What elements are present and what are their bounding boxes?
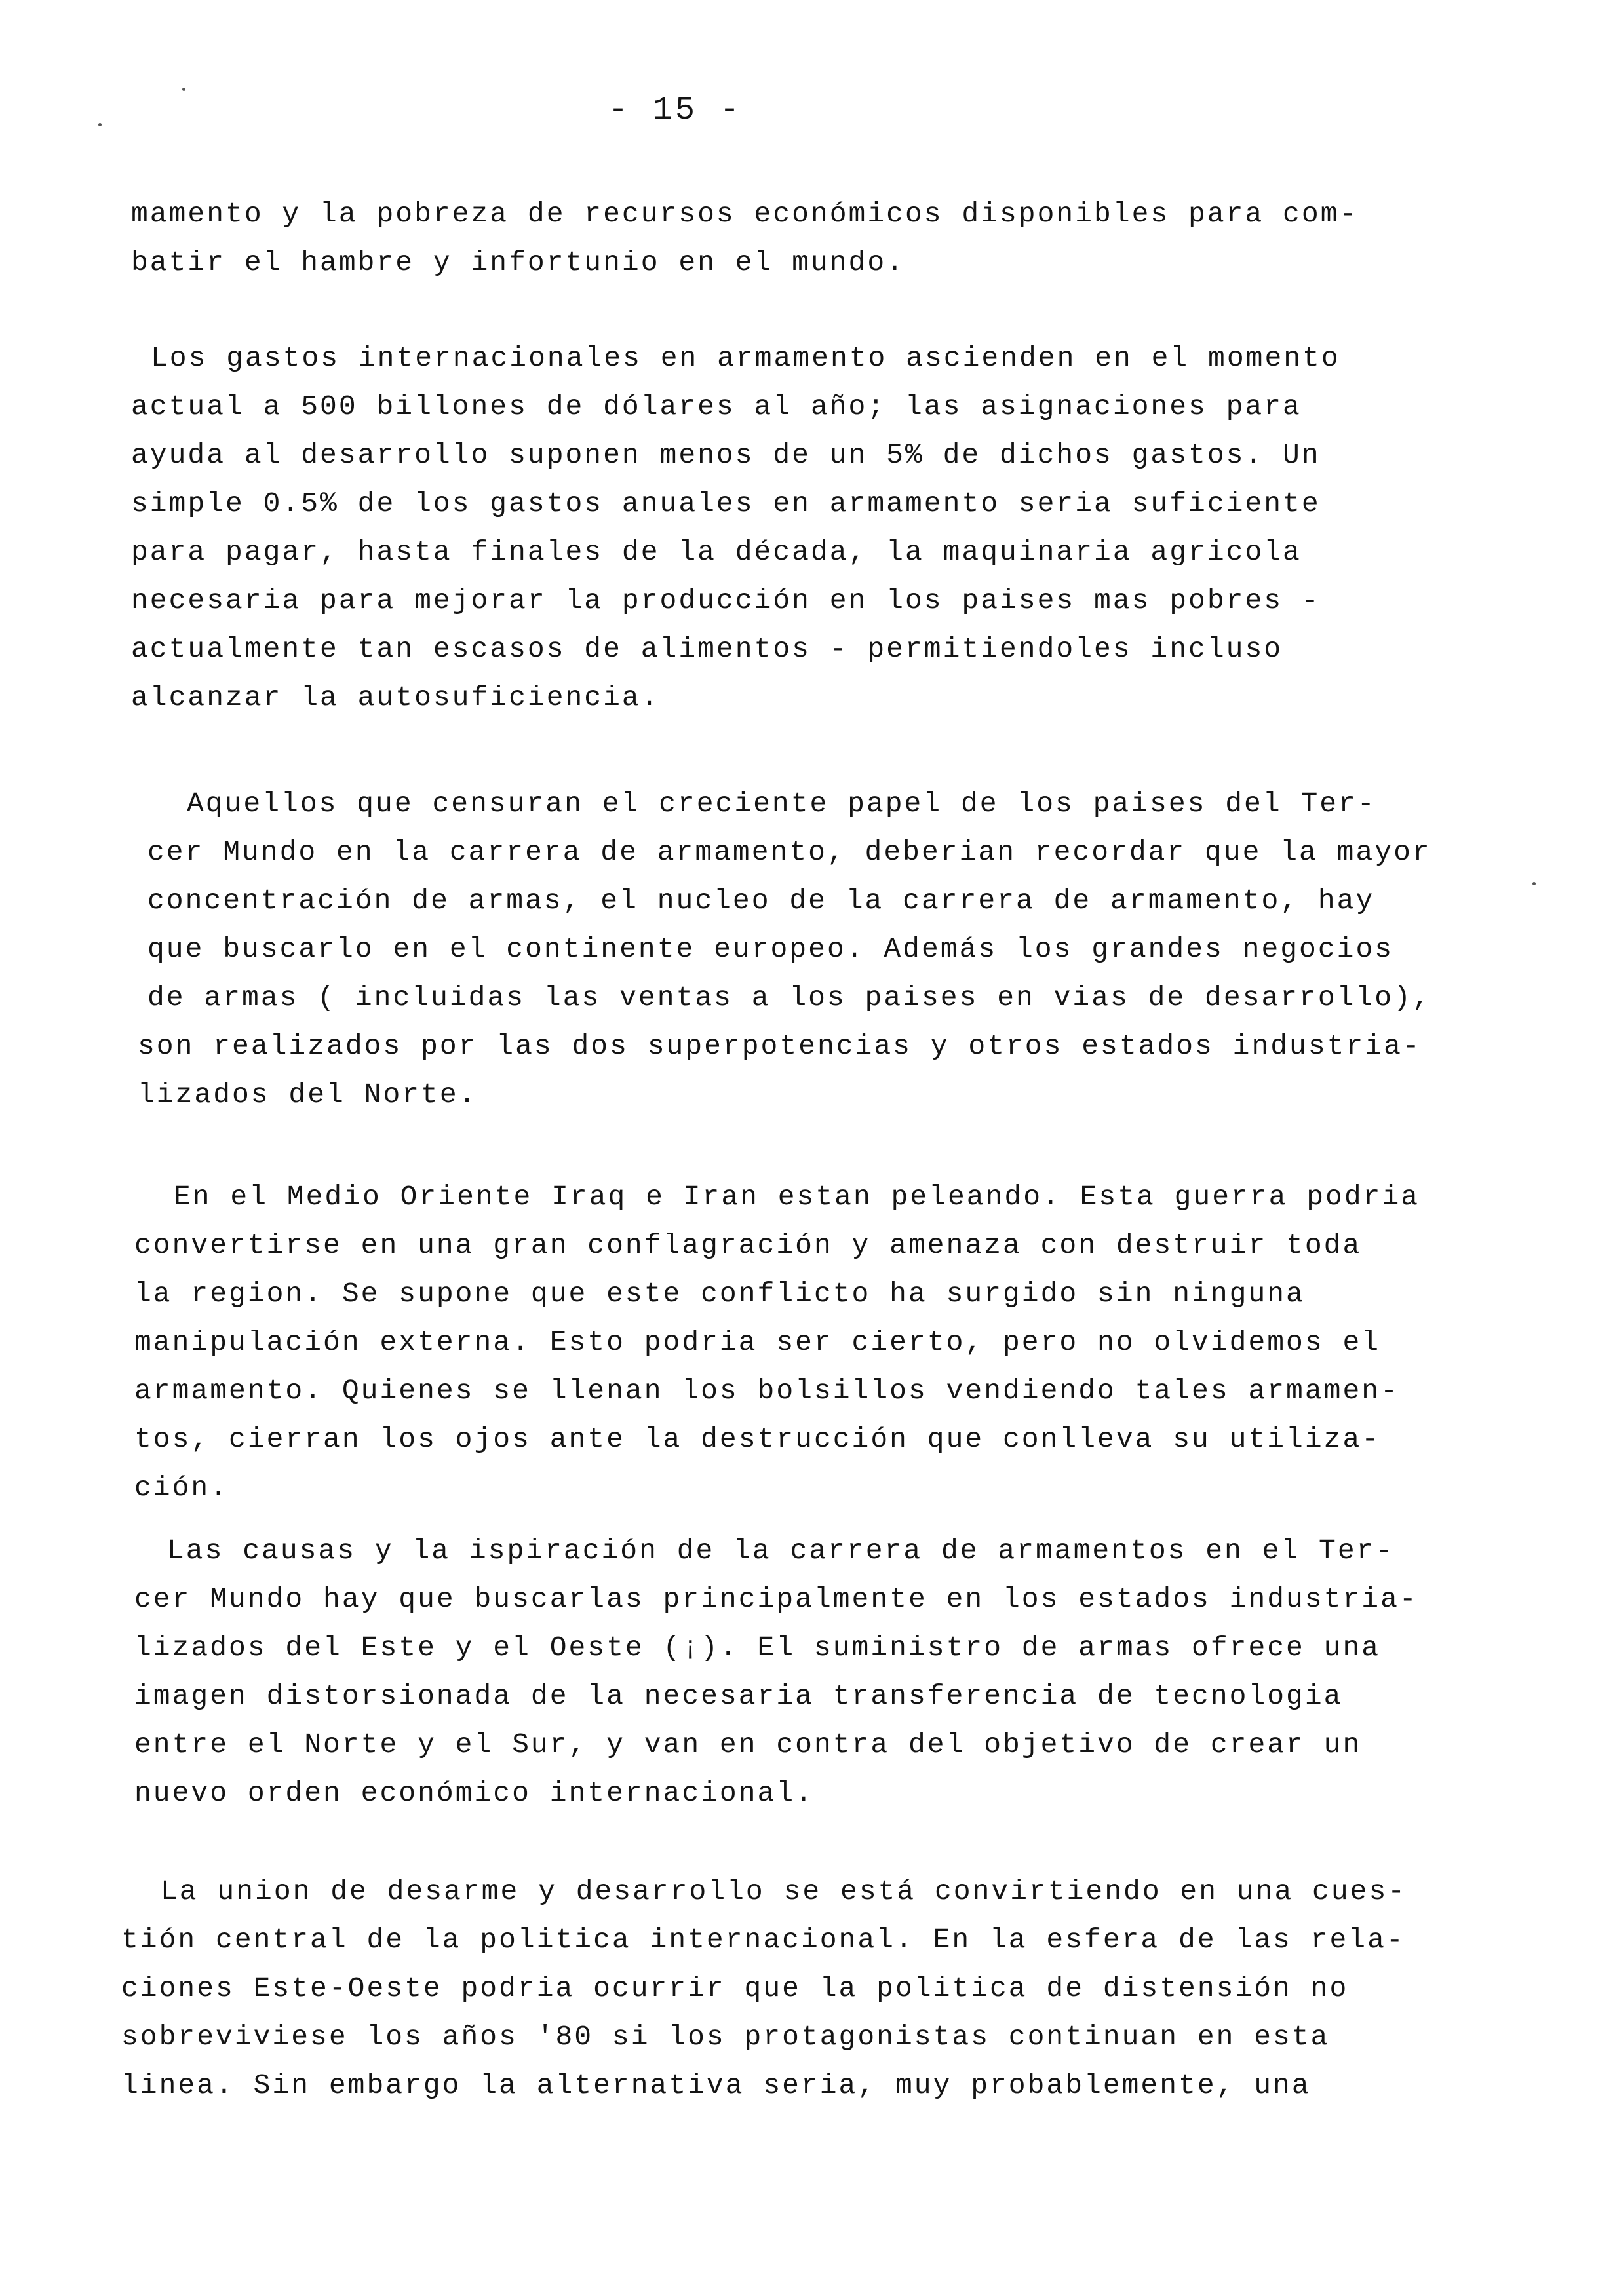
- scan-speck: [182, 88, 185, 91]
- text-line: de armas ( incluidas las ventas a los paises en vias de desarrollo),: [147, 982, 1431, 1014]
- text-line: cer Mundo hay que buscarlas principalmente en los estados industria-: [134, 1583, 1418, 1615]
- text-line: lizados del Norte.: [138, 1079, 478, 1111]
- text-line: necesaria para mejorar la producción en los paises mas pobres -: [131, 584, 1321, 617]
- text-line: imagen distorsionada de la necesaria transferencia de tecnologia: [134, 1680, 1343, 1712]
- paragraph-4: [134, 1173, 1504, 1512]
- paragraph-1: [131, 190, 1501, 287]
- text-line: actual a 500 billones de dólares al año; las asignaciones para: [131, 391, 1302, 423]
- text-line: la region. Se supone que este conflicto ha surgido sin ninguna: [134, 1278, 1305, 1310]
- text-line: mamento y la pobreza de recursos económicos disponibles para com-: [131, 198, 1359, 230]
- text-line: convertirse en una gran conflagración y amenaza con destruir toda: [134, 1229, 1362, 1261]
- text-line: armamento. Quienes se llenan los bolsillos vendiendo tales armamen-: [134, 1375, 1399, 1407]
- text-line: son realizados por las dos superpotencias y otros estados industria-: [138, 1030, 1422, 1062]
- text-line: entre el Norte y el Sur, y van en contra del objetivo de crear un: [134, 1729, 1362, 1761]
- text-line: que buscarlo en el continente europeo. Además los grandes negocios: [147, 933, 1394, 965]
- text-line: En el Medio Oriente Iraq e Iran estan peleando. Esta guerra podria: [174, 1181, 1420, 1213]
- paragraph-3: [138, 780, 1517, 1119]
- text-line: simple 0.5% de los gastos anuales en armamento seria suficiente: [131, 488, 1321, 520]
- text-line: actualmente tan escasos de alimentos - permitiendoles incluso: [131, 633, 1283, 665]
- text-line: lizados del Este y el Oeste (¡). El suministro de armas ofrece una: [134, 1632, 1381, 1664]
- text-line: sobreviviese los años '80 si los protagonistas continuan en esta: [121, 2021, 1330, 2053]
- text-line: linea. Sin embargo la alternativa seria, muy probablemente, una: [121, 2069, 1311, 2101]
- text-line: batir el hambre y infortunio en el mundo.: [131, 246, 905, 278]
- text-line: La union de desarme y desarrollo se está convirtiendo en una cues-: [161, 1875, 1407, 1907]
- text-line: alcanzar la autosuficiencia.: [131, 681, 660, 714]
- text-line: tos, cierran los ojos ante la destrucción que conlleva su utiliza-: [134, 1423, 1381, 1455]
- text-line: ayuda al desarrollo suponen menos de un 5% de dichos gastos. Un: [131, 439, 1321, 471]
- text-line: tión central de la politica internacional. En la esfera de las rela-: [121, 1924, 1405, 1956]
- scan-speck: [1532, 882, 1536, 885]
- text-line: ción.: [134, 1472, 229, 1504]
- text-line: Las causas y la ispiración de la carrera de armamentos en el Ter-: [167, 1535, 1395, 1567]
- text-line: ciones Este-Oeste podria ocurrir que la politica de distensión no: [121, 1972, 1349, 2004]
- text-line: Los gastos internacionales en armamento ascienden en el momento: [151, 342, 1340, 374]
- text-line: cer Mundo en la carrera de armamento, deberian recordar que la mayor: [147, 836, 1431, 868]
- paragraph-6: [121, 1867, 1491, 2110]
- text-line: manipulación externa. Esto podria ser cierto, pero no olvidemos el: [134, 1326, 1381, 1358]
- text-line: concentración de armas, el nucleo de la carrera de armamento, hay: [147, 885, 1375, 917]
- paragraph-5: [134, 1527, 1504, 1818]
- text-line: Aquellos que censuran el creciente papel de los paises del Ter-: [187, 788, 1376, 820]
- page-number: - 15 -: [608, 92, 743, 129]
- text-line: nuevo orden económico internacional.: [134, 1777, 814, 1809]
- paragraph-2: [131, 334, 1521, 722]
- text-line: para pagar, hasta finales de la década, la maquinaria agricola: [131, 536, 1302, 568]
